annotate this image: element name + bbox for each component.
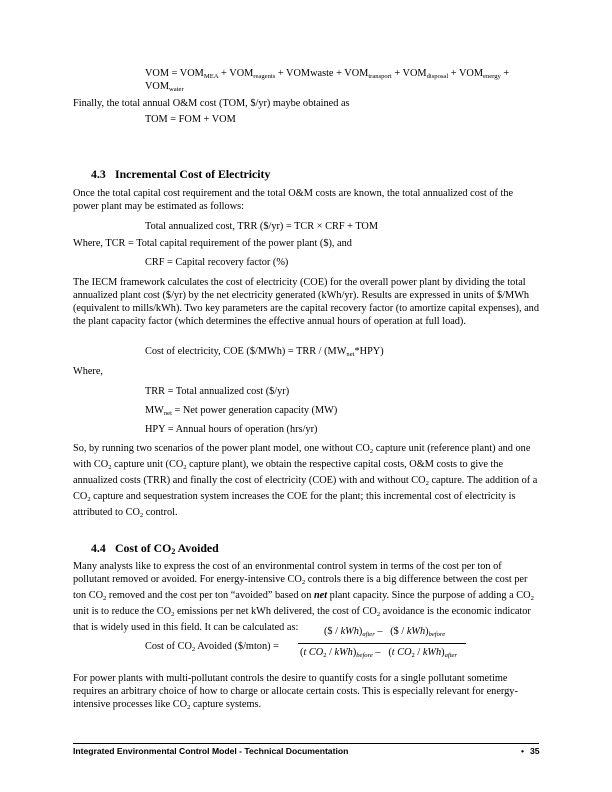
definition-text: MW: [145, 405, 164, 416]
where-label: Where,: [73, 366, 104, 377]
fraction-bar: [298, 643, 466, 644]
vom-text: + VOMwaste + VOM: [275, 68, 369, 79]
fraction-denominator: (t $CO_2 / kWh)_{before} - (t$ $CO_2 / kWh)_{after}$: [300, 647, 458, 659]
footer-bullet: •: [521, 746, 525, 756]
paragraph: So, by running two scenarios of the power plant model, one without $CO_2$ capture unit (reference plant) and one with $CO_2$ capture unit ($CO_2$ capture plant), we obtain the respective capital costs, O&M costs to give the annualized costs (TRR) and finally the cost of electricity (COE) with and without $CO_2$ capture. The addition of a $CO_2$ capture and sequestration system increases the COE for the plant; this incremental cost of electricity is attributed to $CO_2$ control.: [73, 443, 538, 520]
coe-equation: [145, 345, 384, 361]
where-tcr: Where, TCR = Total capital requirement of the power plant ($), and: [73, 238, 352, 249]
vom-subscript: transport: [368, 73, 392, 80]
crf-equation: CRF = Capital recovery factor (%): [145, 257, 289, 268]
section-heading-4-4: [91, 541, 219, 556]
footer-title: Integrated Environmental Control Model - Technical Documentation: [73, 746, 349, 756]
trr-equation: Total annualized cost, TRR ($/yr) = TCR × CRF + TOM: [145, 221, 379, 232]
definition-text: = Net power generation capacity (MW): [171, 405, 338, 416]
vom-subscript: reagents: [253, 73, 276, 80]
vom-text: + VOM: [448, 68, 484, 79]
coe-subscript: net: [346, 351, 355, 358]
footer-divider: [73, 743, 539, 744]
vom-subscript: disposal: [426, 73, 449, 80]
paragraph: Once the total capital cost requirement and the total O&M costs are known, the total annualized cost of the power plant may be estimated as follows:: [73, 188, 514, 213]
avoided-equation-lhs: Cost of $CO_2$ Avoided ($/mton) =: [145, 641, 279, 653]
coe-text: Cost of electricity, COE ($/MWh) = TRR / (MW: [145, 346, 347, 357]
section-number: 4.3: [91, 167, 106, 181]
section-title: Avoided: [175, 541, 219, 555]
vom-text: + VOM: [391, 68, 427, 79]
definition-hpy: HPY = Annual hours of operation (hrs/yr): [145, 424, 318, 435]
section-title: Cost of CO: [115, 541, 172, 555]
vom-text: VOM: [145, 81, 170, 92]
vom-subscript: water: [169, 86, 184, 93]
tom-intro: Finally, the total annual O&M cost (TOM, $/yr) maybe obtained as: [73, 98, 350, 109]
paragraph: For power plants with multi-pollutant controls the desire to quantify costs for a single pollutant sometime requires an arbitrary choice of how to charge or allocate certain costs. This is especially relevant for energy-intensive processes like $CO_2$ capture systems.: [73, 673, 518, 712]
section-heading-4-3: [91, 167, 270, 182]
page-number: 35: [530, 746, 540, 756]
definition-subscript: net: [163, 410, 172, 417]
vom-equation: [145, 67, 509, 83]
paragraph: Many analysts like to express the cost of an environmental control system in terms of the cost per ton of pollutant removed or avoided. For energy-intensive $CO_2$ controls there is a big difference between the cost per ton $CO_2$ removed and the cost per ton “avoided” based on net plant capacity. Since the purpose of adding a $CO_2$ unit is to reduce the $CO_2$ emissions per net kWh delivered, the cost of $CO_2$ avoidance is the economic indicator that is widely used in this field. It can be calculated as:: [73, 561, 534, 634]
definition-mwnet: [145, 404, 337, 420]
coe-text: *HPY): [354, 346, 384, 357]
vom-text: VOM = VOM: [145, 68, 204, 79]
paragraph: The IECM framework calculates the cost of electricity (COE) for the overall power plant by dividing the total annualized plant cost ($/yr) by the net electricity generated (kWh/yr). Results are expressed in units of $/MWh (equivalent to mills/kWh). Two key parameters are the capital recovery factor (to amortize capital expenses), and the plant capacity factor (which determines the effective annual hours of operation at full load).: [73, 277, 539, 328]
vom-subscript: energy: [483, 73, 501, 80]
vom-text: + VOM: [218, 68, 254, 79]
definition-trr: TRR = Total annualized cost ($/yr): [145, 386, 290, 397]
fraction-numerator: ($ / $kWh)_{after}$ – ($ / $kWh)_{before}$: [324, 626, 446, 638]
avoided-equation-fraction: [298, 626, 466, 664]
section-title-subscript: 2: [171, 547, 176, 556]
section-title: Incremental Cost of Electricity: [115, 167, 271, 181]
section-number: 4.4: [91, 541, 106, 555]
vom-text: +: [500, 68, 510, 79]
tom-equation: TOM = FOM + VOM: [145, 114, 236, 125]
vom-subscript: MEA: [203, 73, 219, 80]
vom-equation-line2: [145, 80, 184, 96]
